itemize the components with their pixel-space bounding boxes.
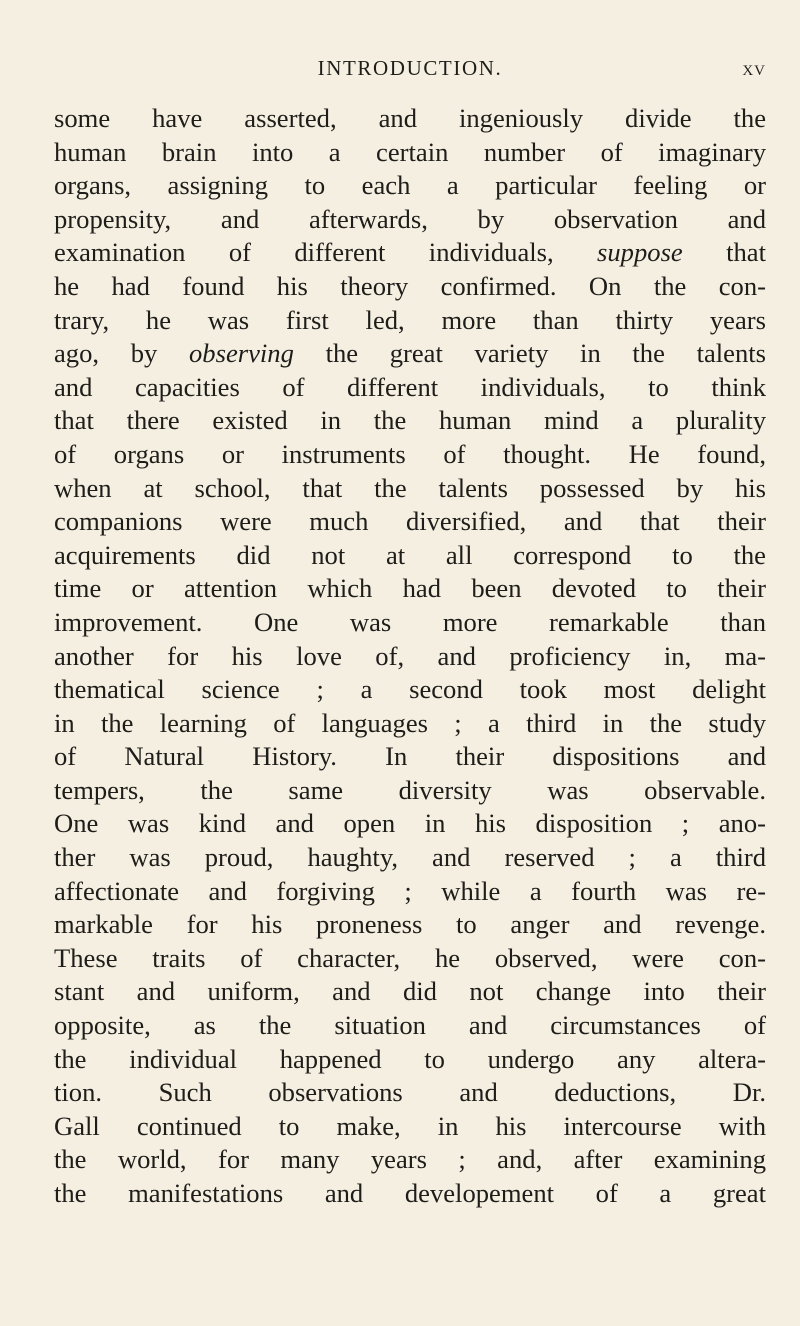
text-run: affectionate and forgiving ; while a fourth was re- [54, 875, 766, 906]
text-line [54, 472, 766, 506]
text-line [54, 1110, 766, 1144]
text-line [54, 606, 766, 640]
running-head [54, 56, 766, 90]
text-line [54, 1177, 766, 1211]
text-line [54, 203, 766, 237]
text-line [54, 371, 766, 405]
text-line [54, 505, 766, 539]
text-line [54, 1009, 766, 1043]
text-line [54, 169, 766, 203]
text-line [54, 438, 766, 472]
text-run: of Natural History. In their dispositions and [54, 741, 766, 772]
body-text [54, 102, 766, 1211]
text-run: Gall continued to make, in his intercourse with [54, 1110, 766, 1141]
text-line [54, 572, 766, 606]
text-run: tion. Such observations and deductions, Dr. [54, 1077, 766, 1108]
text-run: the individual happened to undergo any altera- [54, 1043, 766, 1074]
text-run: when at school, that the talents possessed by his [54, 472, 766, 503]
page-number: xv [742, 56, 766, 80]
text-line [54, 1143, 766, 1177]
text-line [54, 942, 766, 976]
text-run: opposite, as the situation and circumstances of [54, 1010, 766, 1041]
text-line [54, 673, 766, 707]
emphasized-text: observing [189, 338, 294, 369]
text-run: ago, by [54, 338, 189, 369]
text-run: markable for his proneness to anger and revenge. [54, 909, 766, 940]
text-line [54, 640, 766, 674]
text-run: thematical science ; a second took most delight [54, 674, 766, 705]
text-line [54, 270, 766, 304]
text-run: the world, for many years ; and, after examining [54, 1144, 766, 1175]
text-run: ther was proud, haughty, and reserved ; a third [54, 842, 766, 873]
text-line [54, 539, 766, 573]
text-run: time or attention which had been devoted to their [54, 573, 766, 604]
text-line [54, 236, 766, 270]
text-line [54, 136, 766, 170]
emphasized-text: suppose [597, 237, 683, 268]
text-run: One was kind and open in his disposition ; ano- [54, 808, 766, 839]
text-run: propensity, and afterwards, by observation and [54, 203, 766, 234]
text-line [54, 1076, 766, 1110]
text-run: stant and uniform, and did not change into their [54, 976, 766, 1007]
text-run: tempers, the same diversity was observable. [54, 774, 766, 805]
text-line [54, 807, 766, 841]
text-run: some have asserted, and ingeniously divide the [54, 103, 766, 133]
running-title: INTRODUCTION. [317, 56, 503, 80]
text-line [54, 774, 766, 808]
text-run: human brain into a certain number of imaginary [54, 136, 766, 167]
text-run: companions were much diversified, and that their [54, 506, 766, 537]
text-run: that [682, 237, 766, 268]
text-run: another for his love of, and proficiency in, ma- [54, 640, 766, 671]
text-line [54, 304, 766, 338]
text-run: he had found his theory confirmed. On the con- [54, 270, 766, 301]
text-line [54, 740, 766, 774]
text-run: These traits of character, he observed, were con- [54, 942, 766, 973]
text-run: acquirements did not at all correspond to the [54, 539, 766, 570]
text-line [54, 841, 766, 875]
text-run: improvement. One was more remarkable than [54, 606, 766, 637]
text-run: that there existed in the human mind a plurality [54, 405, 766, 436]
text-line [54, 908, 766, 942]
text-run: the great variety in the talents [293, 338, 766, 369]
text-run: the manifestations and developement of a great [54, 1178, 766, 1208]
text-line [54, 875, 766, 909]
text-line [54, 1043, 766, 1077]
text-run: and capacities of different individuals, to think [54, 371, 766, 402]
text-line [54, 975, 766, 1009]
text-run: of organs or instruments of thought. He found, [54, 438, 766, 469]
text-run: trary, he was first led, more than thirty years [54, 304, 766, 335]
text-run: examination of different individuals, [54, 237, 598, 268]
text-run: in the learning of languages ; a third in the study [54, 707, 766, 738]
text-line [54, 102, 766, 136]
text-line [54, 707, 766, 741]
text-line [54, 404, 766, 438]
text-line [54, 337, 766, 371]
text-run: organs, assigning to each a particular feeling or [54, 170, 766, 201]
